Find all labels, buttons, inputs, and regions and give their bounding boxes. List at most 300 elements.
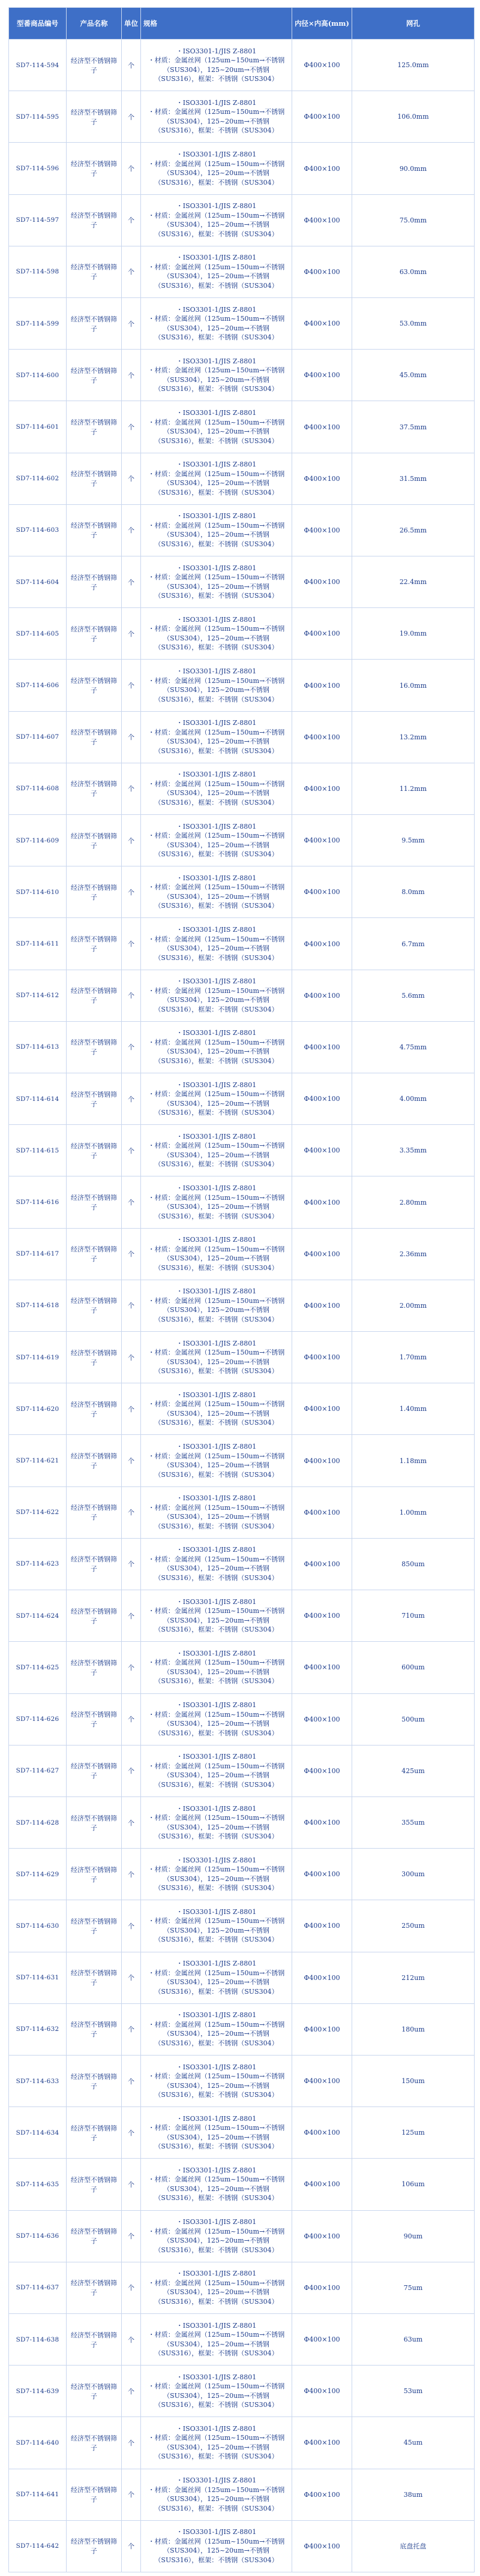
spec-line: （SUS304），125~20um→不锈钢 (163, 2443, 269, 2451)
unit-cell: 个 (122, 1073, 141, 1125)
unit-cell: 个 (122, 504, 141, 556)
unit-cell: 个 (122, 453, 141, 504)
product-name-cell: 经济型不锈钢筛子 (67, 763, 122, 814)
spec-line: （SUS316），框架：不锈钢（SUS304） (154, 1470, 278, 1479)
spec-line: （SUS316），框架：不锈钢（SUS304） (154, 1677, 278, 1686)
spec-line: （SUS304），125~20um→不锈钢 (163, 634, 269, 642)
spec-cell (141, 1952, 292, 2003)
table-row (9, 143, 475, 194)
size-cell: Φ400×100 (292, 91, 352, 143)
spec-line: ・ISO3301-1/JIS Z-8801 (176, 47, 257, 55)
spec-line: （SUS316），框架：不锈钢（SUS304） (154, 488, 278, 496)
model-number-cell: SD7-114-629 (9, 1849, 67, 1900)
spec-line: ・材质：金属丝网（125um~150um→不锈钢 (148, 1659, 285, 1667)
unit-cell: 个 (122, 2003, 141, 2055)
product-name-cell: 经济型不锈钢筛子 (67, 918, 122, 970)
size-cell: Φ400×100 (292, 143, 352, 194)
mesh-size-cell: 16.0mm (352, 660, 475, 711)
spec-cell (141, 2107, 292, 2159)
spec-line: （SUS304），125~20um→不锈钢 (163, 1720, 269, 1728)
table-row (9, 1383, 475, 1435)
product-name-cell: 经济型不锈钢筛子 (67, 1435, 122, 1486)
unit-cell: 个 (122, 1332, 141, 1383)
spec-line: （SUS316），框架：不锈钢（SUS304） (154, 1936, 278, 1944)
mesh-size-cell: 1.18mm (352, 1435, 475, 1486)
product-name-cell: 经济型不锈钢筛子 (67, 2366, 122, 2417)
table-row (9, 711, 475, 763)
spec-line: （SUS304），125~20um→不锈钢 (163, 169, 269, 177)
header-name: 产品名称 (67, 8, 122, 40)
spec-line: （SUS304），125~20um→不锈钢 (163, 1823, 269, 1831)
spec-line: （SUS316），框架：不锈钢（SUS304） (154, 1729, 278, 1737)
spec-line: （SUS304），125~20um→不锈钢 (163, 2081, 269, 2090)
table-row (9, 194, 475, 246)
unit-cell: 个 (122, 350, 141, 401)
mesh-size-cell: 22.4mm (352, 556, 475, 608)
model-number-cell: SD7-114-599 (9, 298, 67, 350)
mesh-size-cell: 212um (352, 1952, 475, 2003)
spec-line: （SUS316），框架：不锈钢（SUS304） (154, 1109, 278, 1117)
size-cell: Φ400×100 (292, 866, 352, 918)
size-cell: Φ400×100 (292, 504, 352, 556)
spec-line: ・材质：金属丝网（125um~150um→不锈钢 (148, 1503, 285, 1512)
spec-line: （SUS316），框架：不锈钢（SUS304） (154, 695, 278, 703)
size-cell: Φ400×100 (292, 1125, 352, 1176)
unit-cell: 个 (122, 2469, 141, 2520)
model-number-cell: SD7-114-624 (9, 1590, 67, 1642)
spec-line: ・材质：金属丝网（125um~150um→不锈钢 (148, 1349, 285, 1357)
size-cell: Φ400×100 (292, 1796, 352, 1848)
table-row (9, 2469, 475, 2520)
spec-line: ・ISO3301-1/JIS Z-8801 (176, 461, 257, 469)
mesh-size-cell: 底盘托盘 (352, 2520, 475, 2572)
product-name-cell: 经济型不锈钢筛子 (67, 2313, 122, 2365)
product-name-cell: 经济型不锈钢筛子 (67, 2003, 122, 2055)
spec-line: （SUS304），125~20um→不锈钢 (163, 1874, 269, 1883)
spec-cell (141, 1849, 292, 1900)
spec-line: （SUS316），框架：不锈钢（SUS304） (154, 1367, 278, 1376)
spec-line: （SUS304），125~20um→不锈钢 (163, 1513, 269, 1521)
product-name-cell: 经济型不锈钢筛子 (67, 1486, 122, 1538)
spec-line: ・材质：金属丝网（125um~150um→不锈钢 (148, 1452, 285, 1460)
spec-line: （SUS316），框架：不锈钢（SUS304） (154, 1419, 278, 1427)
spec-line: ・ISO3301-1/JIS Z-8801 (176, 2528, 257, 2536)
table-row (9, 504, 475, 556)
unit-cell: 个 (122, 2107, 141, 2159)
product-name-cell: 经济型不锈钢筛子 (67, 2262, 122, 2313)
spec-line: ・ISO3301-1/JIS Z-8801 (176, 1132, 257, 1140)
product-name-cell: 经济型不锈钢筛子 (67, 2159, 122, 2210)
product-name-cell: 经济型不锈钢筛子 (67, 1332, 122, 1383)
spec-line: ・材质：金属丝网（125um~150um→不锈钢 (148, 1969, 285, 1977)
product-name-cell: 经济型不锈钢筛子 (67, 194, 122, 246)
product-name-cell: 经济型不锈钢筛子 (67, 711, 122, 763)
size-cell: Φ400×100 (292, 1073, 352, 1125)
mesh-size-cell: 125um (352, 2107, 475, 2159)
table-header-row (9, 8, 475, 40)
spec-line: （SUS304），125~20um→不锈钢 (163, 1254, 269, 1263)
unit-cell: 个 (122, 1125, 141, 1176)
product-name-cell: 经济型不锈钢筛子 (67, 1280, 122, 1331)
spec-line: ・材质：金属丝网（125um~150um→不锈钢 (148, 625, 285, 633)
unit-cell: 个 (122, 970, 141, 1021)
spec-line: （SUS316），框架：不锈钢（SUS304） (154, 333, 278, 342)
model-number-cell: SD7-114-627 (9, 1745, 67, 1796)
unit-cell: 个 (122, 401, 141, 453)
product-name-cell: 经济型不锈钢筛子 (67, 1125, 122, 1176)
spec-cell (141, 556, 292, 608)
spec-line: ・材质：金属丝网（125um~150um→不锈钢 (148, 2331, 285, 2339)
table-row (9, 1849, 475, 1900)
unit-cell: 个 (122, 608, 141, 660)
product-name-cell: 经济型不锈钢筛子 (67, 1590, 122, 1642)
size-cell: Φ400×100 (292, 2469, 352, 2520)
table-row (9, 2417, 475, 2469)
model-number-cell: SD7-114-602 (9, 453, 67, 504)
spec-line: （SUS304），125~20um→不锈钢 (163, 738, 269, 746)
mesh-size-cell: 90.0mm (352, 143, 475, 194)
size-cell: Φ400×100 (292, 970, 352, 1021)
spec-line: ・材质：金属丝网（125um~150um→不锈钢 (148, 2382, 285, 2391)
model-number-cell: SD7-114-613 (9, 1021, 67, 1073)
unit-cell: 个 (122, 1538, 141, 1590)
product-name-cell: 经济型不锈钢筛子 (67, 1952, 122, 2003)
size-cell: Φ400×100 (292, 2262, 352, 2313)
spec-line: ・材质：金属丝网（125um~150um→不锈钢 (148, 2537, 285, 2545)
spec-cell (141, 40, 292, 91)
spec-line: ・ISO3301-1/JIS Z-8801 (176, 926, 257, 934)
unit-cell: 个 (122, 143, 141, 194)
table-row (9, 608, 475, 660)
product-name-cell: 经济型不锈钢筛子 (67, 1383, 122, 1435)
unit-cell: 个 (122, 40, 141, 91)
spec-line: （SUS304），125~20um→不锈钢 (163, 686, 269, 694)
spec-line: （SUS316），框架：不锈钢（SUS304） (154, 1315, 278, 1323)
spec-line: （SUS304），125~20um→不锈钢 (163, 2547, 269, 2555)
spec-line: ・材质：金属丝网（125um~150um→不锈钢 (148, 1607, 285, 1615)
product-name-cell: 经济型不锈钢筛子 (67, 1642, 122, 1693)
unit-cell: 个 (122, 91, 141, 143)
product-name-cell: 经济型不锈钢筛子 (67, 2417, 122, 2469)
spec-line: ・ISO3301-1/JIS Z-8801 (176, 409, 257, 417)
spec-line: （SUS316），框架：不锈钢（SUS304） (154, 1780, 278, 1789)
unit-cell: 个 (122, 2366, 141, 2417)
table-row (9, 2313, 475, 2365)
product-name-cell: 经济型不锈钢筛子 (67, 556, 122, 608)
spec-cell (141, 2159, 292, 2210)
spec-line: ・ISO3301-1/JIS Z-8801 (176, 1029, 257, 1037)
unit-cell: 个 (122, 2262, 141, 2313)
spec-line: （SUS316），框架：不锈钢（SUS304） (154, 850, 278, 859)
spec-line: ・ISO3301-1/JIS Z-8801 (176, 1907, 257, 1916)
spec-line: ・材质：金属丝网（125um~150um→不锈钢 (148, 832, 285, 840)
model-number-cell: SD7-114-604 (9, 556, 67, 608)
spec-line: ・ISO3301-1/JIS Z-8801 (176, 1494, 257, 1503)
spec-line: （SUS316），框架：不锈钢（SUS304） (154, 2091, 278, 2099)
spec-line: （SUS316），框架：不锈钢（SUS304） (154, 1263, 278, 1272)
spec-line: ・ISO3301-1/JIS Z-8801 (176, 2063, 257, 2071)
spec-line: （SUS304），125~20um→不锈钢 (163, 1926, 269, 1934)
spec-line: ・ISO3301-1/JIS Z-8801 (176, 615, 257, 624)
model-number-cell: SD7-114-626 (9, 1693, 67, 1745)
spec-line: ・ISO3301-1/JIS Z-8801 (176, 667, 257, 676)
product-name-cell: 经济型不锈钢筛子 (67, 1228, 122, 1280)
table-row (9, 918, 475, 970)
product-name-cell: 经济型不锈钢筛子 (67, 143, 122, 194)
spec-line: （SUS304），125~20um→不锈钢 (163, 428, 269, 436)
mesh-size-cell: 13.2mm (352, 711, 475, 763)
spec-line: ・ISO3301-1/JIS Z-8801 (176, 2166, 257, 2174)
size-cell: Φ400×100 (292, 2055, 352, 2106)
unit-cell: 个 (122, 1228, 141, 1280)
table-row (9, 401, 475, 453)
table-row (9, 298, 475, 350)
model-number-cell: SD7-114-622 (9, 1486, 67, 1538)
spec-cell (141, 1228, 292, 1280)
model-number-cell: SD7-114-597 (9, 194, 67, 246)
product-name-cell: 经济型不锈钢筛子 (67, 350, 122, 401)
spec-line: ・材质：金属丝网（125um~150um→不锈钢 (148, 521, 285, 529)
spec-cell (141, 711, 292, 763)
product-name-cell: 经济型不锈钢筛子 (67, 1745, 122, 1796)
spec-line: （SUS304），125~20um→不锈钢 (163, 1616, 269, 1624)
size-cell: Φ400×100 (292, 1693, 352, 1745)
product-name-cell: 经济型不锈钢筛子 (67, 504, 122, 556)
mesh-size-cell: 6.7mm (352, 918, 475, 970)
spec-line: （SUS316），框架：不锈钢（SUS304） (154, 1573, 278, 1582)
spec-line: （SUS304），125~20um→不锈钢 (163, 2391, 269, 2400)
unit-cell: 个 (122, 194, 141, 246)
product-name-cell: 经济型不锈钢筛子 (67, 2055, 122, 2106)
spec-line: ・材质：金属丝网（125um~150um→不锈钢 (148, 263, 285, 271)
spec-line: （SUS304），125~20um→不锈钢 (163, 1461, 269, 1470)
spec-line: ・ISO3301-1/JIS Z-8801 (176, 1287, 257, 1296)
model-number-cell: SD7-114-596 (9, 143, 67, 194)
header-unit: 单位 (122, 8, 141, 40)
mesh-size-cell: 2.80mm (352, 1176, 475, 1228)
size-cell: Φ400×100 (292, 40, 352, 91)
spec-line: ・材质：金属丝网（125um~150um→不锈钢 (148, 2124, 285, 2132)
spec-line: ・ISO3301-1/JIS Z-8801 (176, 1546, 257, 1554)
spec-line: ・ISO3301-1/JIS Z-8801 (176, 2373, 257, 2381)
product-name-cell: 经济型不锈钢筛子 (67, 453, 122, 504)
mesh-size-cell: 11.2mm (352, 763, 475, 814)
spec-line: （SUS316），框架：不锈钢（SUS304） (154, 281, 278, 290)
size-cell: Φ400×100 (292, 1486, 352, 1538)
table-row (9, 246, 475, 297)
product-name-cell: 经济型不锈钢筛子 (67, 401, 122, 453)
spec-line: ・ISO3301-1/JIS Z-8801 (176, 2270, 257, 2278)
spec-cell (141, 2469, 292, 2520)
mesh-size-cell: 355um (352, 1796, 475, 1848)
spec-line: （SUS304），125~20um→不锈钢 (163, 375, 269, 384)
model-number-cell: SD7-114-615 (9, 1125, 67, 1176)
size-cell: Φ400×100 (292, 1332, 352, 1383)
table-row (9, 2210, 475, 2262)
table-row (9, 1642, 475, 1693)
unit-cell: 个 (122, 2313, 141, 2365)
spec-line: （SUS304），125~20um→不锈钢 (163, 2184, 269, 2193)
table-row (9, 2262, 475, 2313)
size-cell: Φ400×100 (292, 2520, 352, 2572)
spec-line: （SUS316），框架：不锈钢（SUS304） (154, 127, 278, 135)
spec-cell (141, 2003, 292, 2055)
spec-line: ・材质：金属丝网（125um~150um→不锈钢 (148, 1090, 285, 1099)
table-row (9, 1280, 475, 1331)
spec-line: ・ISO3301-1/JIS Z-8801 (176, 1184, 257, 1193)
model-number-cell: SD7-114-606 (9, 660, 67, 711)
spec-line: ・材质：金属丝网（125um~150um→不锈钢 (148, 470, 285, 478)
product-name-cell: 经济型不锈钢筛子 (67, 2520, 122, 2572)
mesh-size-cell: 63um (352, 2313, 475, 2365)
spec-cell (141, 1435, 292, 1486)
spec-line: ・ISO3301-1/JIS Z-8801 (176, 1339, 257, 1347)
spec-line: ・材质：金属丝网（125um~150um→不锈钢 (148, 1762, 285, 1770)
spec-cell (141, 1021, 292, 1073)
spec-line: （SUS304），125~20um→不锈钢 (163, 2340, 269, 2348)
mesh-size-cell: 90um (352, 2210, 475, 2262)
spec-line: （SUS316），框架：不锈钢（SUS304） (154, 592, 278, 600)
unit-cell: 个 (122, 2417, 141, 2469)
spec-line: ・材质：金属丝网（125um~150um→不锈钢 (148, 160, 285, 168)
table-row (9, 815, 475, 866)
unit-cell: 个 (122, 1693, 141, 1745)
header-mesh: 网孔 (352, 8, 475, 40)
table-row (9, 2055, 475, 2106)
product-name-cell: 经济型不锈钢筛子 (67, 1021, 122, 1073)
table-row (9, 2520, 475, 2572)
spec-line: （SUS304），125~20um→不锈钢 (163, 789, 269, 798)
spec-line: ・ISO3301-1/JIS Z-8801 (176, 874, 257, 882)
product-name-cell: 经济型不锈钢筛子 (67, 298, 122, 350)
mesh-size-cell: 2.36mm (352, 1228, 475, 1280)
size-cell: Φ400×100 (292, 1176, 352, 1228)
spec-line: （SUS316），框架：不锈钢（SUS304） (154, 75, 278, 83)
spec-line: （SUS316），框架：不锈钢（SUS304） (154, 1522, 278, 1530)
model-number-cell: SD7-114-601 (9, 401, 67, 453)
product-name-cell: 经济型不锈钢筛子 (67, 1538, 122, 1590)
spec-line: （SUS304），125~20um→不锈钢 (163, 117, 269, 125)
model-number-cell: SD7-114-636 (9, 2210, 67, 2262)
spec-line: ・材质：金属丝网（125um~150um→不锈钢 (148, 573, 285, 582)
spec-line: ・材质：金属丝网（125um~150um→不锈钢 (148, 1710, 285, 1719)
spec-line: （SUS316），框架：不锈钢（SUS304） (154, 643, 278, 652)
spec-line: （SUS304），125~20um→不锈钢 (163, 944, 269, 953)
size-cell: Φ400×100 (292, 1383, 352, 1435)
mesh-size-cell: 53.0mm (352, 298, 475, 350)
size-cell: Φ400×100 (292, 2159, 352, 2210)
spec-line: （SUS304），125~20um→不锈钢 (163, 892, 269, 901)
spec-line: （SUS316），框架：不锈钢（SUS304） (154, 385, 278, 393)
spec-line: ・ISO3301-1/JIS Z-8801 (176, 1753, 257, 1761)
product-name-cell: 经济型不锈钢筛子 (67, 246, 122, 297)
spec-line: ・材质：金属丝网（125um~150um→不锈钢 (148, 2485, 285, 2494)
spec-line: （SUS304），125~20um→不锈钢 (163, 272, 269, 281)
model-number-cell: SD7-114-607 (9, 711, 67, 763)
spec-cell (141, 2055, 292, 2106)
model-number-cell: SD7-114-600 (9, 350, 67, 401)
mesh-size-cell: 1.00mm (352, 1486, 475, 1538)
size-cell: Φ400×100 (292, 2210, 352, 2262)
table-row (9, 350, 475, 401)
product-name-cell: 经济型不锈钢筛子 (67, 1900, 122, 1952)
unit-cell: 个 (122, 1280, 141, 1331)
spec-line: （SUS304），125~20um→不锈钢 (163, 1409, 269, 1418)
spec-line: （SUS316），框架：不锈钢（SUS304） (154, 2401, 278, 2409)
spec-line: （SUS304），125~20um→不锈钢 (163, 324, 269, 332)
spec-line: ・ISO3301-1/JIS Z-8801 (176, 2321, 257, 2330)
spec-line: （SUS304），125~20um→不锈钢 (163, 1099, 269, 1108)
unit-cell: 个 (122, 866, 141, 918)
spec-line: （SUS304），125~20um→不锈钢 (163, 1668, 269, 1676)
mesh-size-cell: 125.0mm (352, 40, 475, 91)
mesh-size-cell: 1.40mm (352, 1383, 475, 1435)
table-row (9, 660, 475, 711)
spec-cell (141, 1176, 292, 1228)
spec-line: （SUS316），框架：不锈钢（SUS304） (154, 747, 278, 755)
spec-line: （SUS316），框架：不锈钢（SUS304） (154, 2194, 278, 2202)
product-spec-table (8, 7, 475, 2572)
table-row (9, 1952, 475, 2003)
spec-line: ・ISO3301-1/JIS Z-8801 (176, 1443, 257, 1451)
table-row (9, 1745, 475, 1796)
table-row (9, 2159, 475, 2210)
table-row (9, 1176, 475, 1228)
mesh-size-cell: 150um (352, 2055, 475, 2106)
size-cell: Φ400×100 (292, 815, 352, 866)
model-number-cell: SD7-114-635 (9, 2159, 67, 2210)
mesh-size-cell: 63.0mm (352, 246, 475, 297)
product-name-cell: 经济型不锈钢筛子 (67, 2107, 122, 2159)
spec-line: ・ISO3301-1/JIS Z-8801 (176, 1701, 257, 1710)
spec-line: ・材质：金属丝网（125um~150um→不锈钢 (148, 1193, 285, 1202)
spec-line: ・材质：金属丝网（125um~150um→不锈钢 (148, 2020, 285, 2029)
spec-line: （SUS316），框架：不锈钢（SUS304） (154, 230, 278, 238)
spec-cell (141, 763, 292, 814)
spec-line: （SUS304），125~20um→不锈钢 (163, 1564, 269, 1573)
size-cell: Φ400×100 (292, 1228, 352, 1280)
spec-line: ・ISO3301-1/JIS Z-8801 (176, 2011, 257, 2020)
model-number-cell: SD7-114-638 (9, 2313, 67, 2365)
size-cell: Φ400×100 (292, 556, 352, 608)
spec-line: （SUS316），框架：不锈钢（SUS304） (154, 1212, 278, 1220)
mesh-size-cell: 106.0mm (352, 91, 475, 143)
model-number-cell: SD7-114-619 (9, 1332, 67, 1383)
table-row (9, 453, 475, 504)
spec-line: ・ISO3301-1/JIS Z-8801 (176, 977, 257, 986)
spec-line: （SUS316），框架：不锈钢（SUS304） (154, 953, 278, 962)
spec-line: （SUS316），框架：不锈钢（SUS304） (154, 178, 278, 186)
model-number-cell: SD7-114-640 (9, 2417, 67, 2469)
size-cell: Φ400×100 (292, 2003, 352, 2055)
model-number-cell: SD7-114-617 (9, 1228, 67, 1280)
spec-line: ・ISO3301-1/JIS Z-8801 (176, 357, 257, 365)
spec-line: （SUS304），125~20um→不锈钢 (163, 2237, 269, 2245)
unit-cell: 个 (122, 918, 141, 970)
spec-line: （SUS316），框架：不锈钢（SUS304） (154, 2039, 278, 2047)
mesh-size-cell: 9.5mm (352, 815, 475, 866)
size-cell: Φ400×100 (292, 1435, 352, 1486)
model-number-cell: SD7-114-630 (9, 1900, 67, 1952)
spec-cell (141, 815, 292, 866)
model-number-cell: SD7-114-620 (9, 1383, 67, 1435)
size-cell: Φ400×100 (292, 1590, 352, 1642)
mesh-size-cell: 850um (352, 1538, 475, 1590)
spec-line: （SUS304），125~20um→不锈钢 (163, 2495, 269, 2503)
size-cell: Φ400×100 (292, 1021, 352, 1073)
model-number-cell: SD7-114-641 (9, 2469, 67, 2520)
model-number-cell: SD7-114-634 (9, 2107, 67, 2159)
